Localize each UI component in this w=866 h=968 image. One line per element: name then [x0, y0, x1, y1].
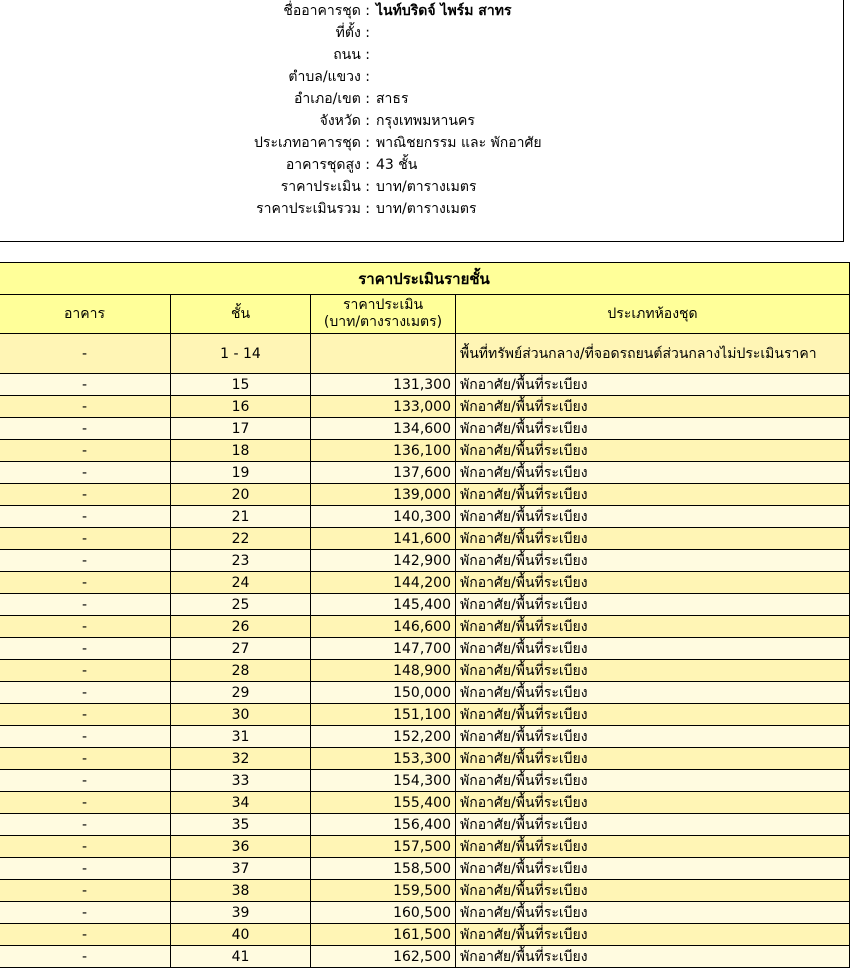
table-row	[0, 396, 850, 418]
info-row	[0, 88, 408, 110]
cell-price: 151,100	[311, 704, 456, 726]
header-price-line1: ราคาประเมิน	[342, 297, 424, 313]
cell-building: -	[0, 462, 171, 484]
cell-room-type: พักอาศัย/พื้นที่ระเบียง	[456, 704, 850, 726]
table-row	[0, 726, 850, 748]
cell-price: 140,300	[311, 506, 456, 528]
cell-building: -	[0, 572, 171, 594]
cell-building: -	[0, 836, 171, 858]
info-value: สาธร	[376, 91, 409, 107]
cell-building: -	[0, 334, 171, 374]
cell-room-type: พักอาศัย/พื้นที่ระเบียง	[456, 770, 850, 792]
cell-price	[311, 334, 456, 374]
cell-floor: 20	[171, 484, 311, 506]
cell-price: 160,500	[311, 902, 456, 924]
table-header-row	[0, 295, 850, 334]
cell-price: 137,600	[311, 462, 456, 484]
cell-room-type: พักอาศัย/พื้นที่ระเบียง	[456, 374, 850, 396]
cell-price: 161,500	[311, 924, 456, 946]
info-label: ราคาประเมินรวม :	[256, 201, 370, 217]
cell-price: 141,600	[311, 528, 456, 550]
info-row	[0, 66, 376, 88]
cell-price: 158,500	[311, 858, 456, 880]
info-label: จังหวัด :	[319, 113, 370, 129]
table-row	[0, 506, 850, 528]
cell-room-type: พักอาศัย/พื้นที่ระเบียง	[456, 880, 850, 902]
cell-floor: 34	[171, 792, 311, 814]
cell-room-type: พักอาศัย/พื้นที่ระเบียง	[456, 440, 850, 462]
table-row	[0, 572, 850, 594]
table-row	[0, 792, 850, 814]
cell-building: -	[0, 858, 171, 880]
cell-building: -	[0, 726, 171, 748]
cell-floor: 15	[171, 374, 311, 396]
cell-price: 142,900	[311, 550, 456, 572]
cell-floor: 36	[171, 836, 311, 858]
cell-price: 133,000	[311, 396, 456, 418]
table-row	[0, 462, 850, 484]
table-row	[0, 374, 850, 396]
table-row	[0, 814, 850, 836]
cell-floor: 18	[171, 440, 311, 462]
cell-price: 145,400	[311, 594, 456, 616]
table-row	[0, 880, 850, 902]
cell-price: 159,500	[311, 880, 456, 902]
info-label: ประเภทอาคารชุด :	[254, 135, 370, 151]
header-price-line2: (บาท/ตางรางเมตร)	[323, 314, 443, 330]
cell-room-type: พักอาศัย/พื้นที่ระเบียง	[456, 638, 850, 660]
cell-floor: 32	[171, 748, 311, 770]
cell-room-type: พักอาศัย/พื้นที่ระเบียง	[456, 682, 850, 704]
cell-floor: 38	[171, 880, 311, 902]
cell-building: -	[0, 924, 171, 946]
cell-room-type: พักอาศัย/พื้นที่ระเบียง	[456, 858, 850, 880]
cell-room-type: พักอาศัย/พื้นที่ระเบียง	[456, 902, 850, 924]
info-row	[0, 154, 417, 176]
table-row	[0, 334, 850, 374]
table-row	[0, 594, 850, 616]
cell-floor: 31	[171, 726, 311, 748]
cell-floor: 23	[171, 550, 311, 572]
cell-price: 146,600	[311, 616, 456, 638]
cell-building: -	[0, 704, 171, 726]
cell-building: -	[0, 484, 171, 506]
table-row	[0, 484, 850, 506]
cell-floor: 39	[171, 902, 311, 924]
cell-building: -	[0, 660, 171, 682]
cell-room-type: พักอาศัย/พื้นที่ระเบียง	[456, 726, 850, 748]
table-row	[0, 550, 850, 572]
header-building: อาคาร	[0, 295, 171, 334]
header-floor: ชั้น	[171, 295, 311, 334]
cell-room-type: พักอาศัย/พื้นที่ระเบียง	[456, 396, 850, 418]
info-value: ไนท์บริดจ์ ไพร์ม สาทร	[376, 3, 512, 19]
cell-building: -	[0, 880, 171, 902]
cell-price: 153,300	[311, 748, 456, 770]
cell-building: -	[0, 616, 171, 638]
cell-building: -	[0, 550, 171, 572]
info-label: ถนน :	[333, 47, 370, 63]
cell-building: -	[0, 506, 171, 528]
table-row	[0, 858, 850, 880]
info-row	[0, 0, 511, 22]
cell-floor: 1 - 14	[171, 334, 311, 374]
table-row	[0, 418, 850, 440]
cell-floor: 37	[171, 858, 311, 880]
cell-price: 131,300	[311, 374, 456, 396]
cell-room-type: พักอาศัย/พื้นที่ระเบียง	[456, 792, 850, 814]
cell-floor: 40	[171, 924, 311, 946]
cell-room-type: พักอาศัย/พื้นที่ระเบียง	[456, 506, 850, 528]
cell-room-type: พักอาศัย/พื้นที่ระเบียง	[456, 946, 850, 968]
cell-floor: 16	[171, 396, 311, 418]
cell-room-type: พักอาศัย/พื้นที่ระเบียง	[456, 528, 850, 550]
cell-room-type: พักอาศัย/พื้นที่ระเบียง	[456, 836, 850, 858]
info-value: บาท/ตารางเมตร	[376, 179, 477, 195]
info-label: อาคารชุดสูง :	[285, 157, 370, 173]
building-info-panel	[0, 0, 844, 242]
cell-price: 154,300	[311, 770, 456, 792]
cell-floor: 33	[171, 770, 311, 792]
cell-price: 156,400	[311, 814, 456, 836]
table-row	[0, 924, 850, 946]
cell-price: 157,500	[311, 836, 456, 858]
cell-room-type: พักอาศัย/พื้นที่ระเบียง	[456, 572, 850, 594]
table-row	[0, 638, 850, 660]
cell-building: -	[0, 770, 171, 792]
floor-price-table	[0, 262, 850, 968]
cell-room-type: พักอาศัย/พื้นที่ระเบียง	[456, 924, 850, 946]
table-row	[0, 660, 850, 682]
cell-room-type: พักอาศัย/พื้นที่ระเบียง	[456, 814, 850, 836]
table-row	[0, 748, 850, 770]
cell-room-type: พักอาศัย/พื้นที่ระเบียง	[456, 660, 850, 682]
info-value: 43 ชั้น	[376, 157, 418, 173]
cell-price: 147,700	[311, 638, 456, 660]
cell-floor: 19	[171, 462, 311, 484]
cell-floor: 30	[171, 704, 311, 726]
info-row	[0, 44, 376, 66]
cell-building: -	[0, 814, 171, 836]
info-label: อำเภอ/เขต :	[293, 91, 370, 107]
cell-price: 134,600	[311, 418, 456, 440]
cell-room-type: พักอาศัย/พื้นที่ระเบียง	[456, 418, 850, 440]
cell-room-type: พักอาศัย/พื้นที่ระเบียง	[456, 462, 850, 484]
cell-price: 162,500	[311, 946, 456, 968]
info-label: ชื่ออาคารชุด :	[283, 3, 370, 19]
cell-room-type: พักอาศัย/พื้นที่ระเบียง	[456, 594, 850, 616]
cell-price: 150,000	[311, 682, 456, 704]
cell-room-type: พักอาศัย/พื้นที่ระเบียง	[456, 748, 850, 770]
info-value: กรุงเทพมหานคร	[376, 113, 475, 129]
info-row	[0, 22, 376, 44]
cell-price: 139,000	[311, 484, 456, 506]
cell-price: 136,100	[311, 440, 456, 462]
cell-room-type: พื้นที่ทรัพย์ส่วนกลาง/ที่จอดรถยนต์ส่วนกลางไม่ประเมินราคา	[456, 334, 850, 374]
cell-floor: 25	[171, 594, 311, 616]
info-row	[0, 198, 477, 220]
cell-building: -	[0, 946, 171, 968]
cell-building: -	[0, 396, 171, 418]
cell-floor: 17	[171, 418, 311, 440]
cell-floor: 29	[171, 682, 311, 704]
table-row	[0, 770, 850, 792]
cell-building: -	[0, 748, 171, 770]
table-row	[0, 836, 850, 858]
info-row	[0, 132, 542, 154]
cell-building: -	[0, 902, 171, 924]
info-label: ที่ตั้ง :	[335, 25, 370, 41]
table-row	[0, 946, 850, 968]
info-row	[0, 110, 475, 132]
cell-floor: 21	[171, 506, 311, 528]
cell-floor: 24	[171, 572, 311, 594]
cell-price: 155,400	[311, 792, 456, 814]
cell-price: 152,200	[311, 726, 456, 748]
header-room-type: ประเภทห้องชุด	[456, 295, 850, 334]
cell-floor: 28	[171, 660, 311, 682]
table-title: ราคาประเมินรายชั้น	[0, 263, 850, 295]
cell-building: -	[0, 594, 171, 616]
cell-building: -	[0, 682, 171, 704]
cell-building: -	[0, 418, 171, 440]
cell-building: -	[0, 440, 171, 462]
table-row	[0, 528, 850, 550]
cell-floor: 35	[171, 814, 311, 836]
info-value: บาท/ตารางเมตร	[376, 201, 477, 217]
cell-floor: 22	[171, 528, 311, 550]
cell-floor: 41	[171, 946, 311, 968]
cell-room-type: พักอาศัย/พื้นที่ระเบียง	[456, 550, 850, 572]
table-row	[0, 440, 850, 462]
table-row	[0, 682, 850, 704]
cell-building: -	[0, 374, 171, 396]
header-price	[311, 295, 456, 334]
cell-building: -	[0, 792, 171, 814]
info-label: ราคาประเมิน :	[280, 179, 370, 195]
info-label: ตำบล/แขวง :	[288, 69, 370, 85]
cell-building: -	[0, 528, 171, 550]
table-row	[0, 704, 850, 726]
table-row	[0, 616, 850, 638]
cell-price: 148,900	[311, 660, 456, 682]
info-value: พาณิชยกรรม และ พักอาศัย	[376, 135, 542, 151]
cell-room-type: พักอาศัย/พื้นที่ระเบียง	[456, 484, 850, 506]
info-row	[0, 176, 477, 198]
table-row	[0, 902, 850, 924]
cell-room-type: พักอาศัย/พื้นที่ระเบียง	[456, 616, 850, 638]
cell-floor: 26	[171, 616, 311, 638]
cell-floor: 27	[171, 638, 311, 660]
cell-price: 144,200	[311, 572, 456, 594]
cell-building: -	[0, 638, 171, 660]
